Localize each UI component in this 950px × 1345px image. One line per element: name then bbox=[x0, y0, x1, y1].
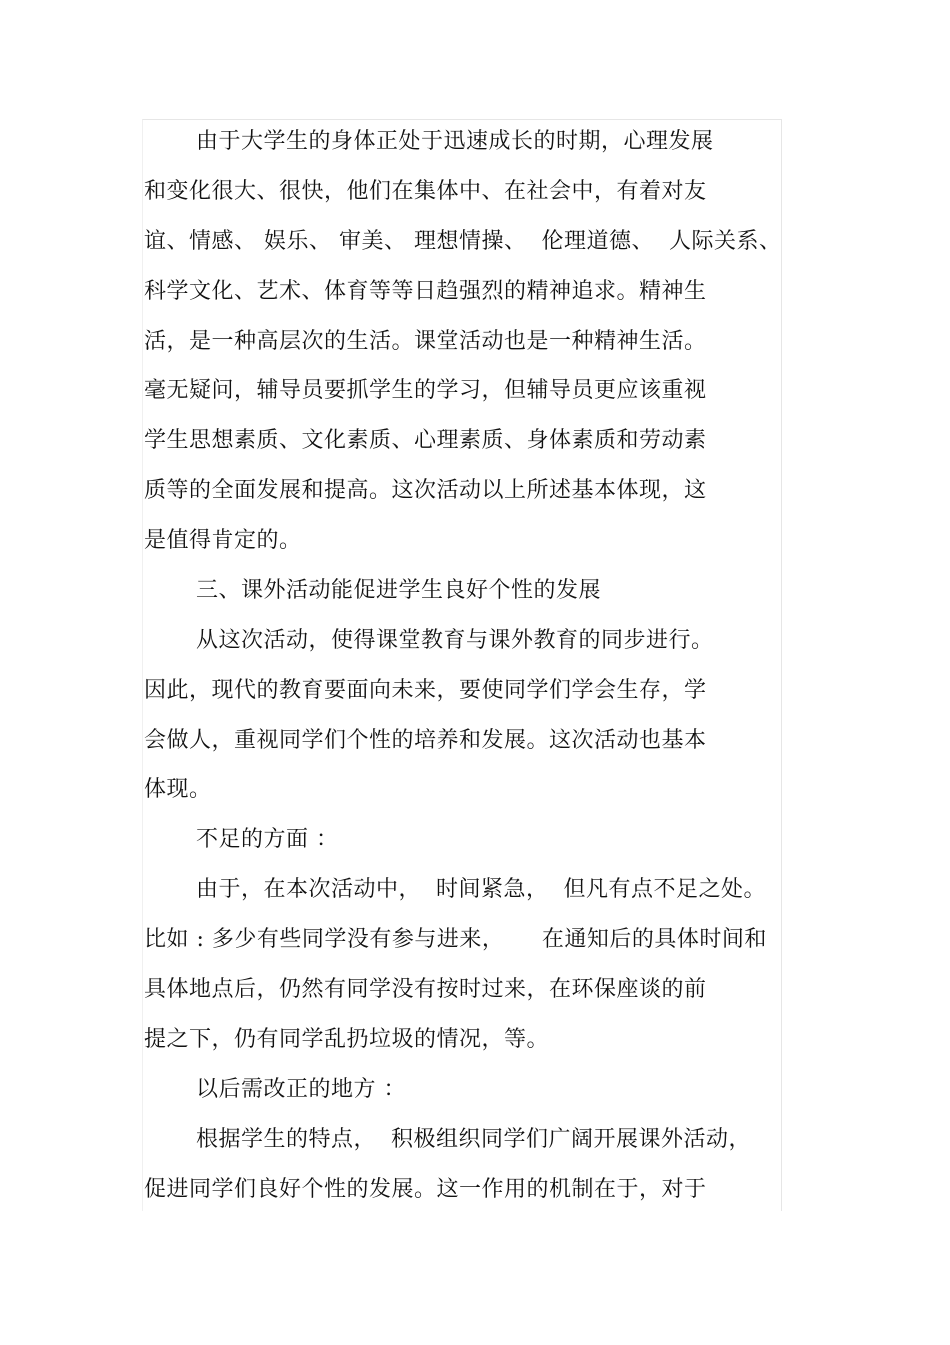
paragraph-line: 促进同学们良好个性的发展。这一作用的机制在于，对于 bbox=[144, 1177, 707, 1202]
paragraph-line: 活，是一种高层次的生活。课堂活动也是一种精神生活。 bbox=[144, 329, 707, 354]
paragraph-line: 毫无疑问，辅导员要抓学生的学习，但辅导员更应该重视 bbox=[144, 378, 707, 403]
paragraph-line: 和变化很大、很快，他们在集体中、在社会中，有着对友 bbox=[144, 179, 707, 204]
paragraph-line: 从这次活动，使得课堂教育与课外教育的同步进行。 bbox=[196, 628, 714, 653]
paragraph-line: 提之下，仍有同学乱扔垃圾的情况，等。 bbox=[144, 1027, 550, 1052]
paragraph-line: 体现。 bbox=[144, 777, 212, 802]
paragraph-line: 因此，现代的教育要面向未来，要使同学们学会生存，学 bbox=[144, 678, 707, 703]
paragraph-line: 比如 : 多少有些同学没有参与进来， 在通知后的具体时间和 bbox=[144, 927, 767, 952]
paragraph-line: 是值得肯定的。 bbox=[144, 528, 302, 553]
paragraph-line: 科学文化、艺术、体育等等日趋强烈的精神追求。精神生 bbox=[144, 279, 707, 304]
section-heading: 不足的方面 ： bbox=[196, 827, 339, 852]
section-heading: 三、课外活动能促进学生良好个性的发展 bbox=[196, 578, 602, 603]
section-heading: 以后需改正的地方 ： bbox=[196, 1077, 406, 1102]
paragraph-line: 由于，在本次活动中， 时间紧急， 但凡有点不足之处。 bbox=[196, 877, 766, 902]
paragraph-line: 质等的全面发展和提高。这次活动以上所述基本体现，这 bbox=[144, 478, 707, 503]
paragraph-line: 学生思想素质、文化素质、心理素质、身体素质和劳动素 bbox=[144, 428, 707, 453]
paragraph-line: 由于大学生的身体正处于迅速成长的时期，心理发展 bbox=[196, 129, 714, 154]
paragraph-line: 会做人，重视同学们个性的培养和发展。这次活动也基本 bbox=[144, 728, 707, 753]
paragraph-line: 谊、情感、 娱乐、 审美、 理想情操、 伦理道德、 人际关系、 bbox=[144, 229, 782, 254]
paragraph-line: 根据学生的特点， 积极组织同学们广阔开展课外活动， bbox=[196, 1127, 751, 1152]
paragraph-line: 具体地点后，仍然有同学没有按时过来，在环保座谈的前 bbox=[144, 977, 707, 1002]
